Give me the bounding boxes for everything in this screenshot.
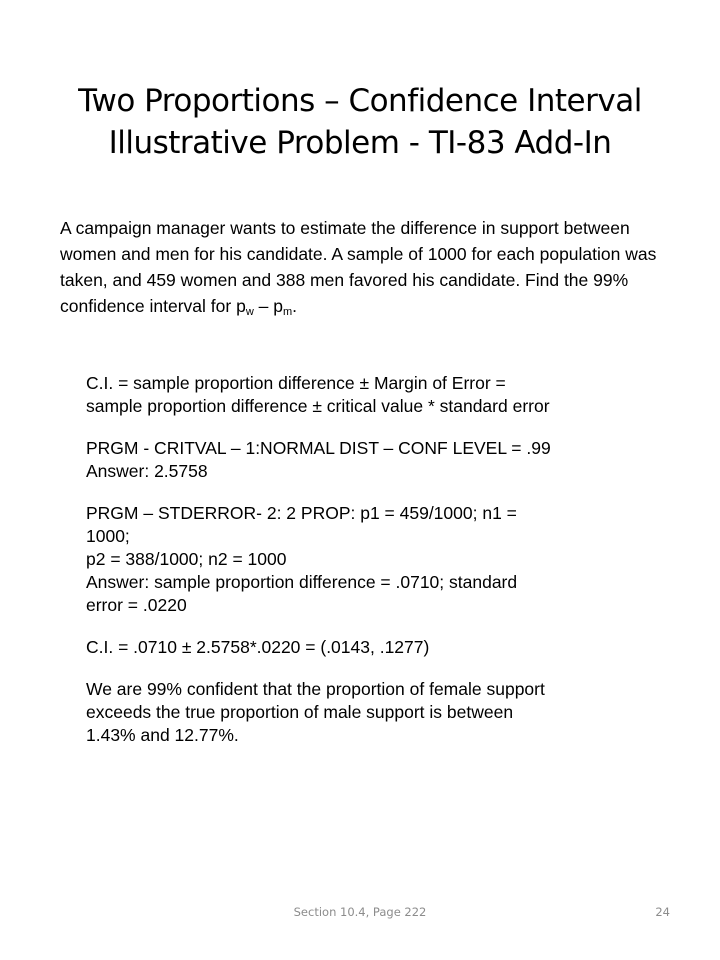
problem-statement [60, 215, 684, 319]
subscript-m: m [282, 306, 293, 318]
critval-line-2: Answer: 2.5758 [86, 461, 208, 481]
conclusion-line-2: exceeds the true proportion of male support is between [86, 702, 514, 722]
stderror-line-4: Answer: sample proportion difference = .0710; standard [86, 572, 518, 592]
critval-step [86, 437, 666, 483]
footer-page-number: 24 [655, 905, 670, 919]
problem-end: . [292, 296, 298, 316]
ci-formula-line-1: C.I. = sample proportion difference ± Margin of Error = [86, 373, 506, 393]
subscript-w: w [245, 306, 254, 318]
slide-title [0, 80, 720, 164]
conclusion-line-3: 1.43% and 12.77%. [86, 725, 239, 745]
conclusion-line-1: We are 99% confident that the proportion of female support [86, 679, 545, 699]
ci-result-line: C.I. = .0710 ± 2.5758*.0220 = (.0143, .1277) [86, 637, 430, 657]
conclusion [86, 678, 666, 747]
ci-formula [86, 372, 666, 418]
problem-text: A campaign manager wants to estimate the difference in support between women and men for his candidate. A sample of 1000 for each population was taken, and 459 women and 388 men favored his candidate. Find the 99% confidence interval for p [60, 218, 657, 316]
stderror-line-2: 1000; [86, 526, 130, 546]
problem-dash: – p [253, 296, 283, 316]
stderror-line-1: PRGM – STDERROR- 2: 2 PROP: p1 = 459/1000; n1 = [86, 503, 517, 523]
critval-line-1: PRGM - CRITVAL – 1:NORMAL DIST – CONF LEVEL = .99 [86, 438, 551, 458]
title-line-1: Two Proportions – Confidence Interval [78, 83, 642, 119]
footer-section-reference: Section 10.4, Page 222 [293, 905, 427, 919]
ci-formula-line-2: sample proportion difference ± critical value * standard error [86, 396, 550, 416]
stderror-line-3: p2 = 388/1000; n2 = 1000 [86, 549, 287, 569]
title-line-2: Illustrative Problem - TI-83 Add-In [108, 125, 612, 161]
stderror-step [86, 502, 666, 617]
ci-result [86, 636, 666, 659]
solution-steps [86, 372, 666, 766]
stderror-line-5: error = .0220 [86, 595, 187, 615]
